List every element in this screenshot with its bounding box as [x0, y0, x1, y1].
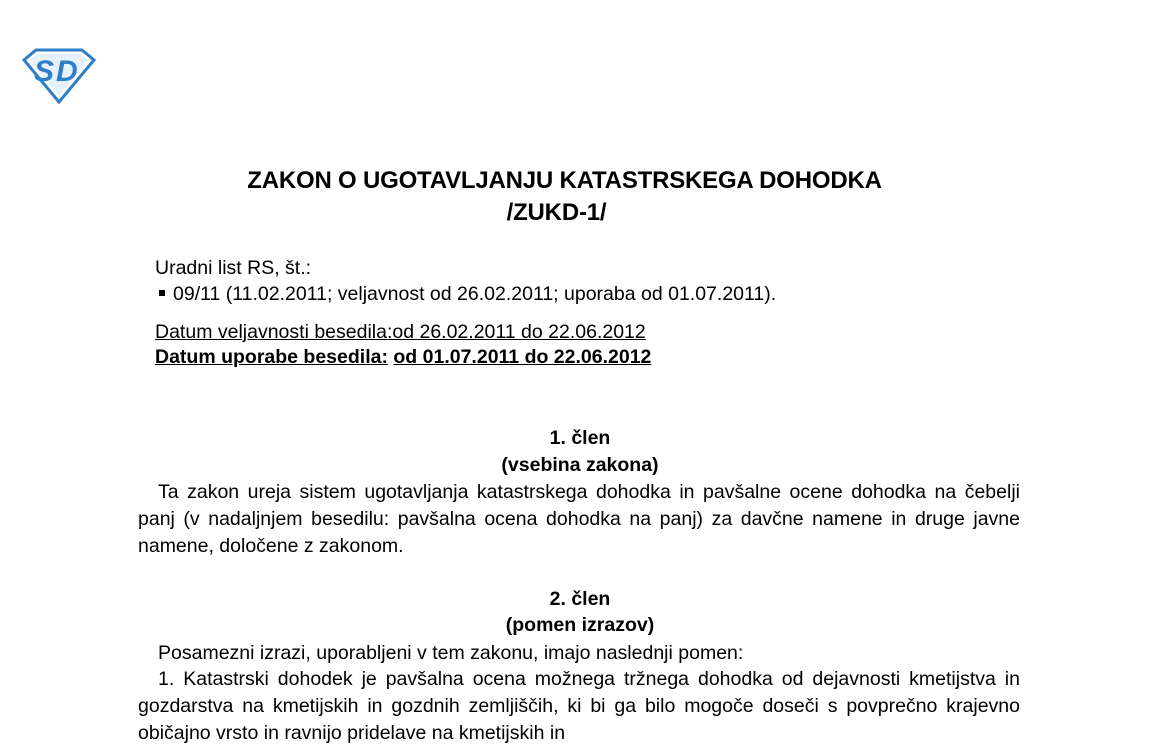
document-abbreviation: /ZUKD-1/ [506, 199, 607, 226]
bullet-icon [159, 290, 165, 296]
article-2-subtitle: (pomen izrazov) [505, 614, 655, 636]
svg-text:S: S [34, 55, 55, 88]
gazette-entry-text: 09/11 (11.02.2011; veljavnost od 26.02.2011; uporaba od 01.07.2011). [173, 283, 777, 305]
article-2-intro: Posamezni izrazi, uporabljeni v tem zakonu, imajo naslednji pomen: [158, 642, 744, 664]
usage-date-label: Datum uporabe besedila: [155, 346, 388, 368]
sd-shield-logo-icon [22, 48, 96, 104]
article-1-number: 1. člen [549, 427, 611, 449]
svg-text:D: D [56, 55, 78, 88]
document-title: ZAKON O UGOTAVLJANJU KATASTRSKEGA DOHODKA [247, 167, 882, 194]
gazette-entry [155, 282, 776, 306]
usage-date [155, 345, 651, 369]
article-2-item-1: 1. Katastrski dohodek je pavšalna ocena možnega tržnega dohodka od dejavnosti kmetijstva in gozdarstva na kmetijskih in gozdnih zemljiščih, ki bi ga bilo mogoče doseči s povprečno krajevno običajno vrsto in ravnijo pridelave na kmetijskih in [138, 668, 1020, 744]
usage-date-value: od 01.07.2011 do 22.06.2012 [393, 346, 652, 368]
validity-date: Datum veljavnosti besedila:od 26.02.2011 do 22.06.2012 [155, 321, 646, 343]
article-2-number: 2. člen [549, 588, 611, 610]
article-1-subtitle: (vsebina zakona) [501, 454, 659, 476]
gazette-label: Uradni list RS, št.: [155, 257, 312, 279]
article-1-text: Ta zakon ureja sistem ugotavljanja katastrskega dohodka in pavšalne ocene dohodka na čebelji panj (v nadaljnjem besedilu: pavšalna ocena dohodka na panj) za davčne namene in druge javne namene, določene z zakonom. [138, 481, 1020, 557]
